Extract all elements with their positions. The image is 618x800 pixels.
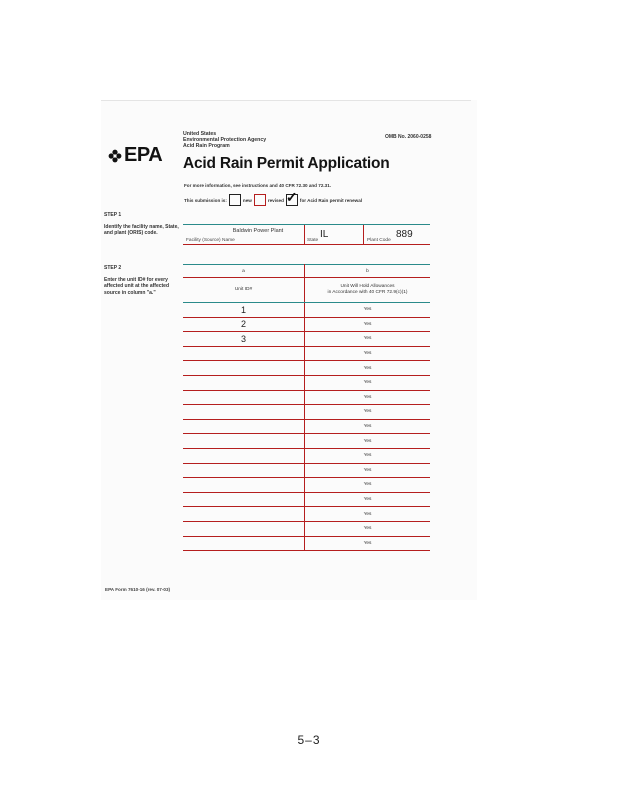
unit-id-cell[interactable] [183,434,305,449]
col-b-header-line-2: in Accordance with 40 CFR 72.9(c)(1) [327,290,408,295]
unit-id-cell[interactable] [183,390,305,405]
table-row [183,361,430,376]
renewal-label: for Acid Rain permit renewal [299,197,363,203]
allowance-cell: Yes [305,448,431,463]
unit-id-cell[interactable] [183,507,305,522]
table-row [183,405,430,420]
unit-id-cell[interactable] [183,478,305,493]
unit-id-value: 2 [240,319,246,330]
logo-text: EPA [124,144,163,166]
facility-divider [304,225,305,244]
table-row [183,434,430,449]
unit-id-cell[interactable] [183,536,305,551]
epa-flower-icon [108,149,122,163]
allowance-cell: Yes [305,463,431,478]
scan-top-edge [101,100,471,101]
allowance-cell: Yes [305,303,431,318]
allowance-cell: Yes [305,346,431,361]
unit-id-cell[interactable] [183,419,305,434]
unit-id-cell[interactable] [183,303,305,318]
allowance-cell: Yes [305,492,431,507]
plant-code-caption: Plant Code [367,238,391,243]
allowance-cell: Yes [305,332,431,347]
allowance-cell: Yes [305,434,431,449]
facility-name-caption: Facility (Source) Name [186,238,235,243]
col-b-letter: b [305,265,431,278]
unit-id-cell[interactable] [183,521,305,536]
form-footer: EPA Form 7610-16 (rev. 07-03) [105,587,171,592]
column-letter-row [183,265,430,278]
unit-table [183,264,430,551]
table-row [183,536,430,551]
col-a-letter: a [183,265,305,278]
allowance-cell: Yes [305,361,431,376]
table-row [183,478,430,493]
table-row [183,346,430,361]
plant-code-field[interactable]: 889 [396,229,413,240]
new-label: new [242,197,252,203]
col-b-header-line-1: Unit Will Hold Allowances [340,284,395,289]
unit-id-cell[interactable] [183,346,305,361]
agency-line-2: Environmental Protection Agency [183,137,267,143]
table-row [183,419,430,434]
state-field[interactable]: IL [320,229,329,240]
allowance-cell: Yes [305,390,431,405]
allowance-cell: Yes [305,405,431,420]
unit-id-cell[interactable] [183,492,305,507]
unit-id-cell[interactable] [183,317,305,332]
facility-info-box [183,224,430,245]
state-caption: State [307,238,319,243]
allowance-cell: Yes [305,507,431,522]
agency-line-1: United States [183,131,217,137]
more-info-text: For more information, see instructions and 40 CFR 72.30 and 72.31. [184,183,332,188]
facility-name-field[interactable]: Baldwin Power Plant [232,228,284,234]
allowance-cell: Yes [305,419,431,434]
unit-id-cell[interactable] [183,361,305,376]
allowance-cell: Yes [305,375,431,390]
table-row [183,463,430,478]
epa-logo [108,144,162,167]
renewal-checkbox[interactable] [285,189,298,206]
revised-checkbox[interactable] [254,194,266,206]
table-row [183,303,430,318]
form-title: Acid Rain Permit Application [183,155,390,172]
submission-prefix: This submission is: [184,197,227,203]
step-1-label: STEP 1 [104,212,122,218]
step-1-text: Identify the facility name, State, and plant (ORIS) code. [104,223,179,236]
table-row [183,332,430,347]
col-a-header: Unit ID# [183,278,305,303]
table-row [183,521,430,536]
agency-line-3: Acid Rain Program [183,143,230,149]
allowance-cell: Yes [305,521,431,536]
new-checkbox[interactable] [229,194,241,206]
checkmark-icon: ✓ [285,189,298,205]
table-row [183,375,430,390]
unit-id-cell[interactable] [183,405,305,420]
table-row [183,390,430,405]
omb-number: OMB No. 2060-0258 [385,134,432,140]
unit-id-value: 3 [240,333,246,344]
revised-label: revised [267,197,284,203]
unit-id-cell[interactable] [183,332,305,347]
agency-block [183,131,266,149]
step-2-label: STEP 2 [104,265,122,271]
unit-id-cell[interactable] [183,463,305,478]
step-2-text: Enter the unit ID# for every affected unit at the affected source in column "a." [104,276,170,296]
allowance-cell: Yes [305,317,431,332]
state-divider [363,225,364,244]
allowance-cell: Yes [305,478,431,493]
step-2 [104,265,179,296]
table-row [183,507,430,522]
page-number: 5–3 [297,733,321,747]
unit-id-value: 1 [240,304,246,315]
col-b-header [305,278,431,303]
unit-id-cell[interactable] [183,448,305,463]
step-1 [104,212,179,237]
submission-type-row [184,189,363,207]
unit-id-cell[interactable] [183,375,305,390]
column-header-row [183,278,430,303]
table-row [183,492,430,507]
table-row [183,317,430,332]
table-row [183,448,430,463]
allowance-cell: Yes [305,536,431,551]
